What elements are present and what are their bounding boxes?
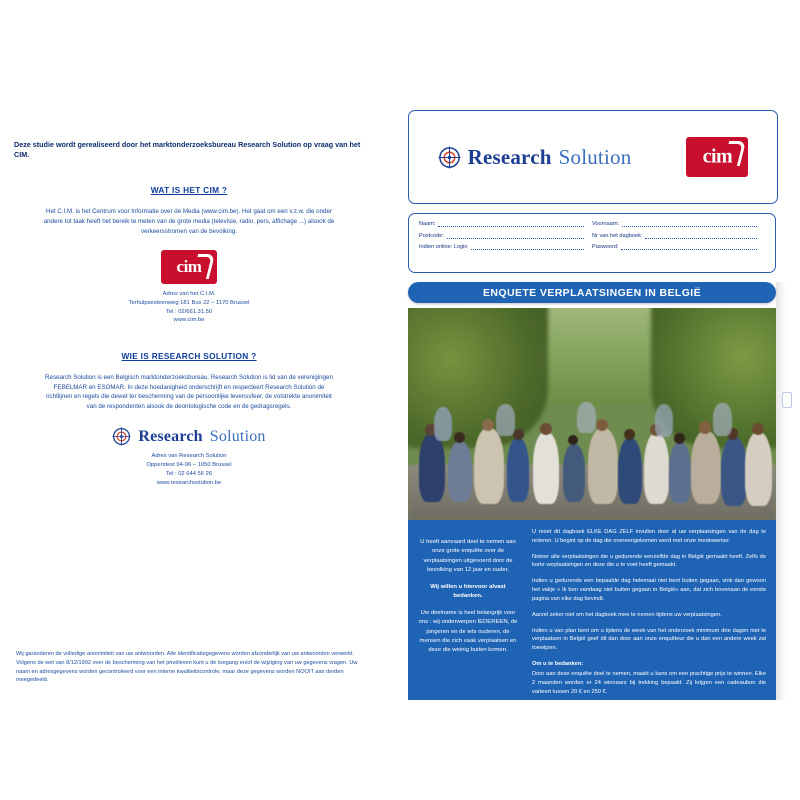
front-cover-panel <box>404 110 786 700</box>
instruction-paragraph: Indien u van plan bent om u tijdens de week van het onderzoek minimum drie dagen niet te verplaatsen in België geef dit dan door aan onze enquêteur die u dan een andere week zal toewijzen. <box>532 627 766 652</box>
cim-address-line: Terhulpsesteenweg 181 Bus 22 – 1170 Brussel <box>128 299 250 306</box>
password-field-group[interactable] <box>592 243 765 250</box>
instruction-paragraph: U moet dit dagboek ELKE DAG ZELF invullen door al uw verplaatsingen van de dag te noteren. U begint op de dag die overeengekomen werd met onze medewerker. <box>532 529 766 544</box>
cim-logo-header <box>686 137 748 177</box>
postcode-input[interactable] <box>447 232 584 239</box>
diary-number-input[interactable] <box>645 232 757 239</box>
research-solution-word-1: Research <box>138 427 203 445</box>
section-heading-cim: WAT IS HET CIM ? <box>150 185 228 196</box>
rs-website-link[interactable]: www.researchsolution.be <box>156 479 222 486</box>
privacy-footer-text: Wij garanderen de volledige anonimiteit van uw antwoorden. Alle identificatiegegevens worden afzonderlijk van uw antwoorden verwerkt. Volgens de wet van 8/12/1992 over de bescherming van het privéleven kunt u de toegang en/of de wijziging van uw gegevens vragen. Uw naam en adresgegevens worden gecontroleerd voor een interne kwaliteitscontrole, maar deze gegevens worden NOOIT aan derden meegedeeld. <box>16 651 358 684</box>
respondent-form-box <box>408 213 776 273</box>
cim-address <box>14 290 364 325</box>
research-solution-logo-header <box>438 145 632 170</box>
diary-number-field-group[interactable] <box>592 232 765 239</box>
logo-header-box <box>408 110 778 204</box>
firstname-label: Voornaam: <box>592 221 620 227</box>
rs-address-line: Adres van Research Solution <box>151 453 227 460</box>
section-body-cim: Het C.I.M. is het Centrum voor Informatie over de Media (www.cim.be). Het gaat om een v.z.w. die onder andere tot taak heeft het bereik te meten van de grote media (televisie, radio, pers, affichage ...) alsook de verkeersstromen van de bevolking. <box>43 208 335 235</box>
instructions-area <box>408 520 776 700</box>
cim-address-line: Adres van het C.I.M. <box>162 291 216 298</box>
instruction-paragraph: Aarzel zeker niet om het dagboek mee te nemen tijdens uw verplaatsingen. <box>532 611 722 618</box>
page-edge-shadow <box>776 282 786 700</box>
callout-thanks: Wij willen u hiervoor alvast bedanken. <box>430 583 506 600</box>
postcode-field-group[interactable] <box>419 232 592 239</box>
password-label: Paswoord: <box>592 244 619 250</box>
callout-paragraph-2: Uw deelname is heel belangrijk voor ons : wij onderwerpen IEDEREEN, de jongeren en de iets ouderen, de mensen die zich vaak verplaatsen en deze die weinig buiten komen. <box>418 609 518 654</box>
instruction-paragraph: Noteer alle verplaatsingen die u gedurende eenzelfde dag in België gemaakt heeft. Zelfs de korte verplaatsingen en deze die u te voet heeft gemaakt. <box>532 553 766 569</box>
form-row <box>419 243 765 250</box>
cim-logo <box>161 250 217 284</box>
firstname-field-group[interactable] <box>592 220 765 227</box>
rs-address-line: Tel : 02 644 56 26 <box>165 470 213 477</box>
research-solution-word-1: Research <box>467 144 552 169</box>
page-tab-notch <box>782 392 792 408</box>
postcode-label: Postcode: <box>419 232 444 239</box>
research-solution-address <box>14 452 364 487</box>
back-cover-panel <box>14 140 364 685</box>
crowd-street-photo <box>408 308 776 520</box>
research-solution-logo <box>14 427 364 446</box>
intro-text: Deze studie wordt gerealiseerd door het marktonderzoeksbureau Research Solution op vraag van het CIM. <box>14 140 361 159</box>
password-input[interactable] <box>621 243 757 250</box>
form-row <box>419 220 765 227</box>
thanks-heading: Om u te bedanken: <box>532 661 584 668</box>
form-row <box>419 232 765 239</box>
section-heading-research-solution: WIE IS RESEARCH SOLUTION ? <box>121 351 257 362</box>
diary-number-label: Nr van het dagboek: <box>592 232 643 239</box>
login-field-group[interactable] <box>419 243 592 250</box>
name-label: Naam: <box>419 221 436 227</box>
research-solution-word-2: Solution <box>209 427 266 445</box>
section-what-is-cim <box>14 185 364 325</box>
name-field-group[interactable] <box>419 220 592 227</box>
callout-paragraph-1: U heeft aanvaard deel te nemen aan onze grote enquête over de verplaatsingen uitgevoerd door de bevolking van 12 jaar en ouder. <box>420 539 516 574</box>
participation-callout <box>418 538 518 662</box>
section-body-research-solution: Research Solution is een Belgisch marktonderzoeksbureau. Research Solution is lid van de verenigingen FEBELMAR en ESOMAR. In deze hoedanigheid onderschrijft en respecteert Research Solution de richtlijnen en regels die dewet ter bescherming van de persoonlijke levenssfeer, de volstrekte anonimiteit van de respondenten alsook de deontologische code en de gedragsregels. <box>45 374 333 410</box>
firstname-input[interactable] <box>622 220 757 227</box>
photo-crowd <box>408 389 776 520</box>
target-icon <box>438 146 461 169</box>
cim-address-line: Tel : 02/661.31.50 <box>165 308 213 315</box>
target-icon <box>112 427 131 446</box>
thanks-body: Door aan deze enquête deel te nemen, maakt u kans om een prachtige prijs te winnen. Elke 2 maanden worden er 24 winnaars bij trekking bepaald. Zij krijgen een cadeaubon die varieert tussen 20 € en 250 €. <box>532 670 766 695</box>
name-input[interactable] <box>438 220 584 227</box>
login-label: Indien online: Login <box>419 244 468 250</box>
rs-address-line: Opperstest 94-96 – 1050 Brussel <box>146 462 232 469</box>
page-title: ENQUETE VERPLAATSINGEN IN BELGIË <box>408 282 776 303</box>
cim-website-link[interactable]: www.cim.be <box>173 317 205 324</box>
instruction-paragraph: Indien u gedurende een bepaalde dag helemaal niet bent buiten gegaan, vink dan gewoon het vakje « Ik ben vandaag niet buiten gegaan in België» aan, dat zich bovenaan de eerste pagina van elke dag bevindt. <box>532 578 766 602</box>
instructions-text <box>532 528 766 703</box>
login-input[interactable] <box>471 243 584 250</box>
cim-logo-text: cim <box>176 257 202 277</box>
research-solution-word-2: Solution <box>558 144 632 169</box>
cim-logo-text: cim <box>702 145 733 168</box>
section-who-is-research-solution <box>14 351 364 487</box>
